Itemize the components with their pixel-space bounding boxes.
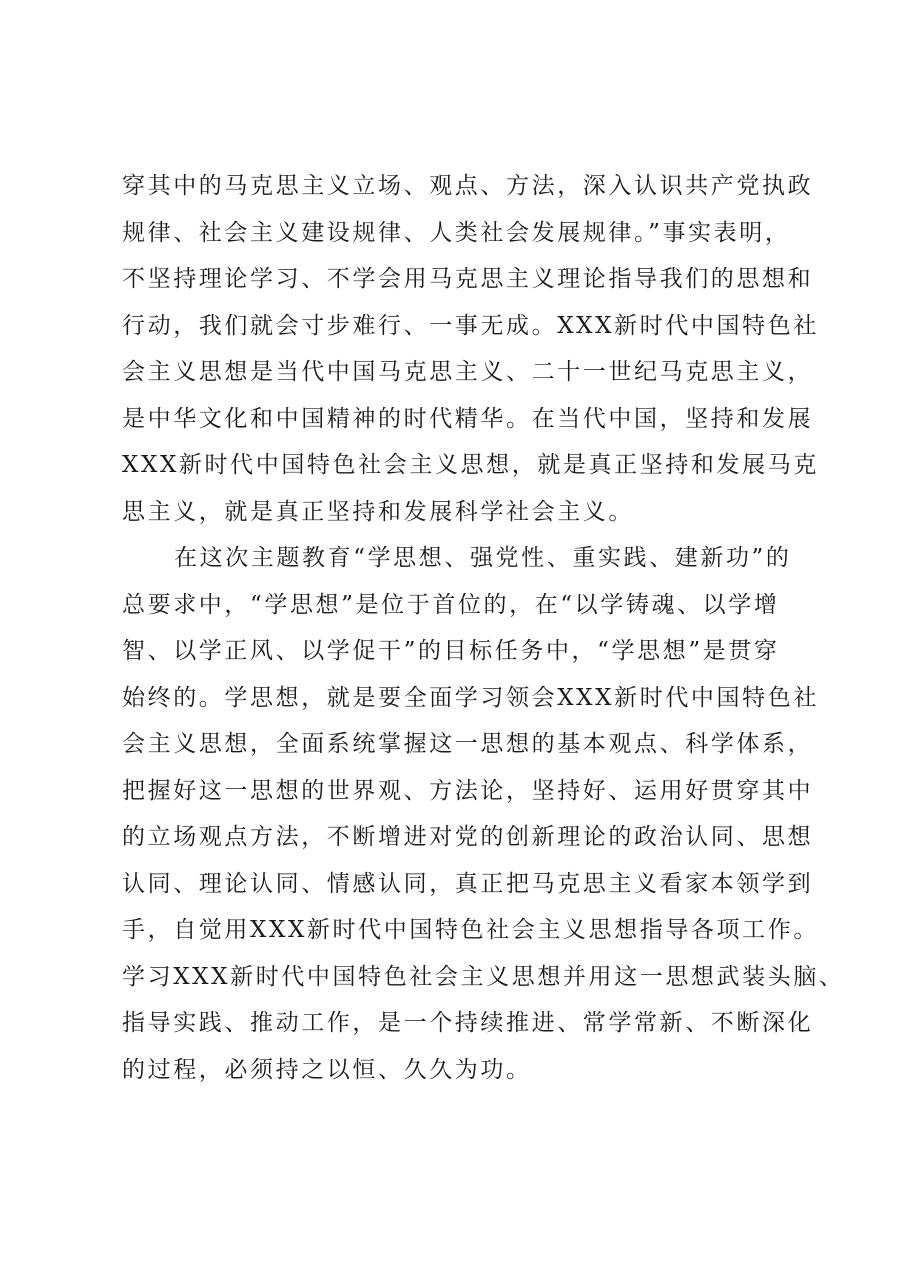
text-line: 思主义，就是真正坚持和发展科学社会主义。 [122, 498, 634, 525]
text-line: 的过程，必须持之以恒、久久为功。 [122, 1056, 532, 1083]
text-line: 把握好这一思想的世界观、方法论，坚持好、运用好贯穿其中 [122, 777, 814, 804]
text-line: 是中华文化和中国精神的时代精华。在当代中国，坚持和发展 [122, 405, 814, 432]
body-text [122, 163, 845, 1093]
text-line: 指导实践、推动工作，是一个持续推进、常学常新、不断深化 [122, 1010, 814, 1036]
text-line: 的立场观点方法，不断增进对党的创新理论的政治认同、思想 [122, 824, 814, 850]
text-line: 穿其中的马克思主义立场、观点、方法，深入认识共产党执政 [122, 173, 814, 199]
text-line: 认同、理论认同、情感认同，真正把马克思主义看家本领学到 [122, 870, 814, 897]
paragraph-start-line: 在这次主题教育“学思想、强党性、重实践、建新功”的 [174, 545, 792, 571]
text-line: 学习XXX新时代中国特色社会主义思想并用这一思想武装头脑、 [122, 963, 845, 990]
text-line: 智、以学正风、以学促干”的目标任务中，“学思想”是贯穿 [122, 638, 780, 664]
text-line: 会主义思想是当代中国马克思主义、二十一世纪马克思主义， [122, 359, 814, 385]
text-line: 始终的。学思想，就是要全面学习领会XXX新时代中国特色社 [122, 684, 819, 711]
text-line: 手，自觉用XXX新时代中国特色社会主义思想指导各项工作。 [122, 917, 819, 943]
text-line: 会主义思想，全面系统掌握这一思想的基本观点、科学体系， [122, 731, 814, 757]
text-line: 规律、社会主义建设规律、人类社会发展规律。”事实表明， [122, 219, 791, 246]
text-line: 不坚持理论学习、不学会用马克思主义理论指导我们的思想和 [122, 266, 814, 292]
text-line: XXX新时代中国特色社会主义思想，就是真正坚持和发展马克 [122, 452, 819, 478]
text-line: 行动，我们就会寸步难行、一事无成。XXX新时代中国特色社 [122, 312, 819, 339]
text-line: 总要求中，“学思想”是位于首位的，在“以学铸魂、以学增 [122, 591, 780, 618]
